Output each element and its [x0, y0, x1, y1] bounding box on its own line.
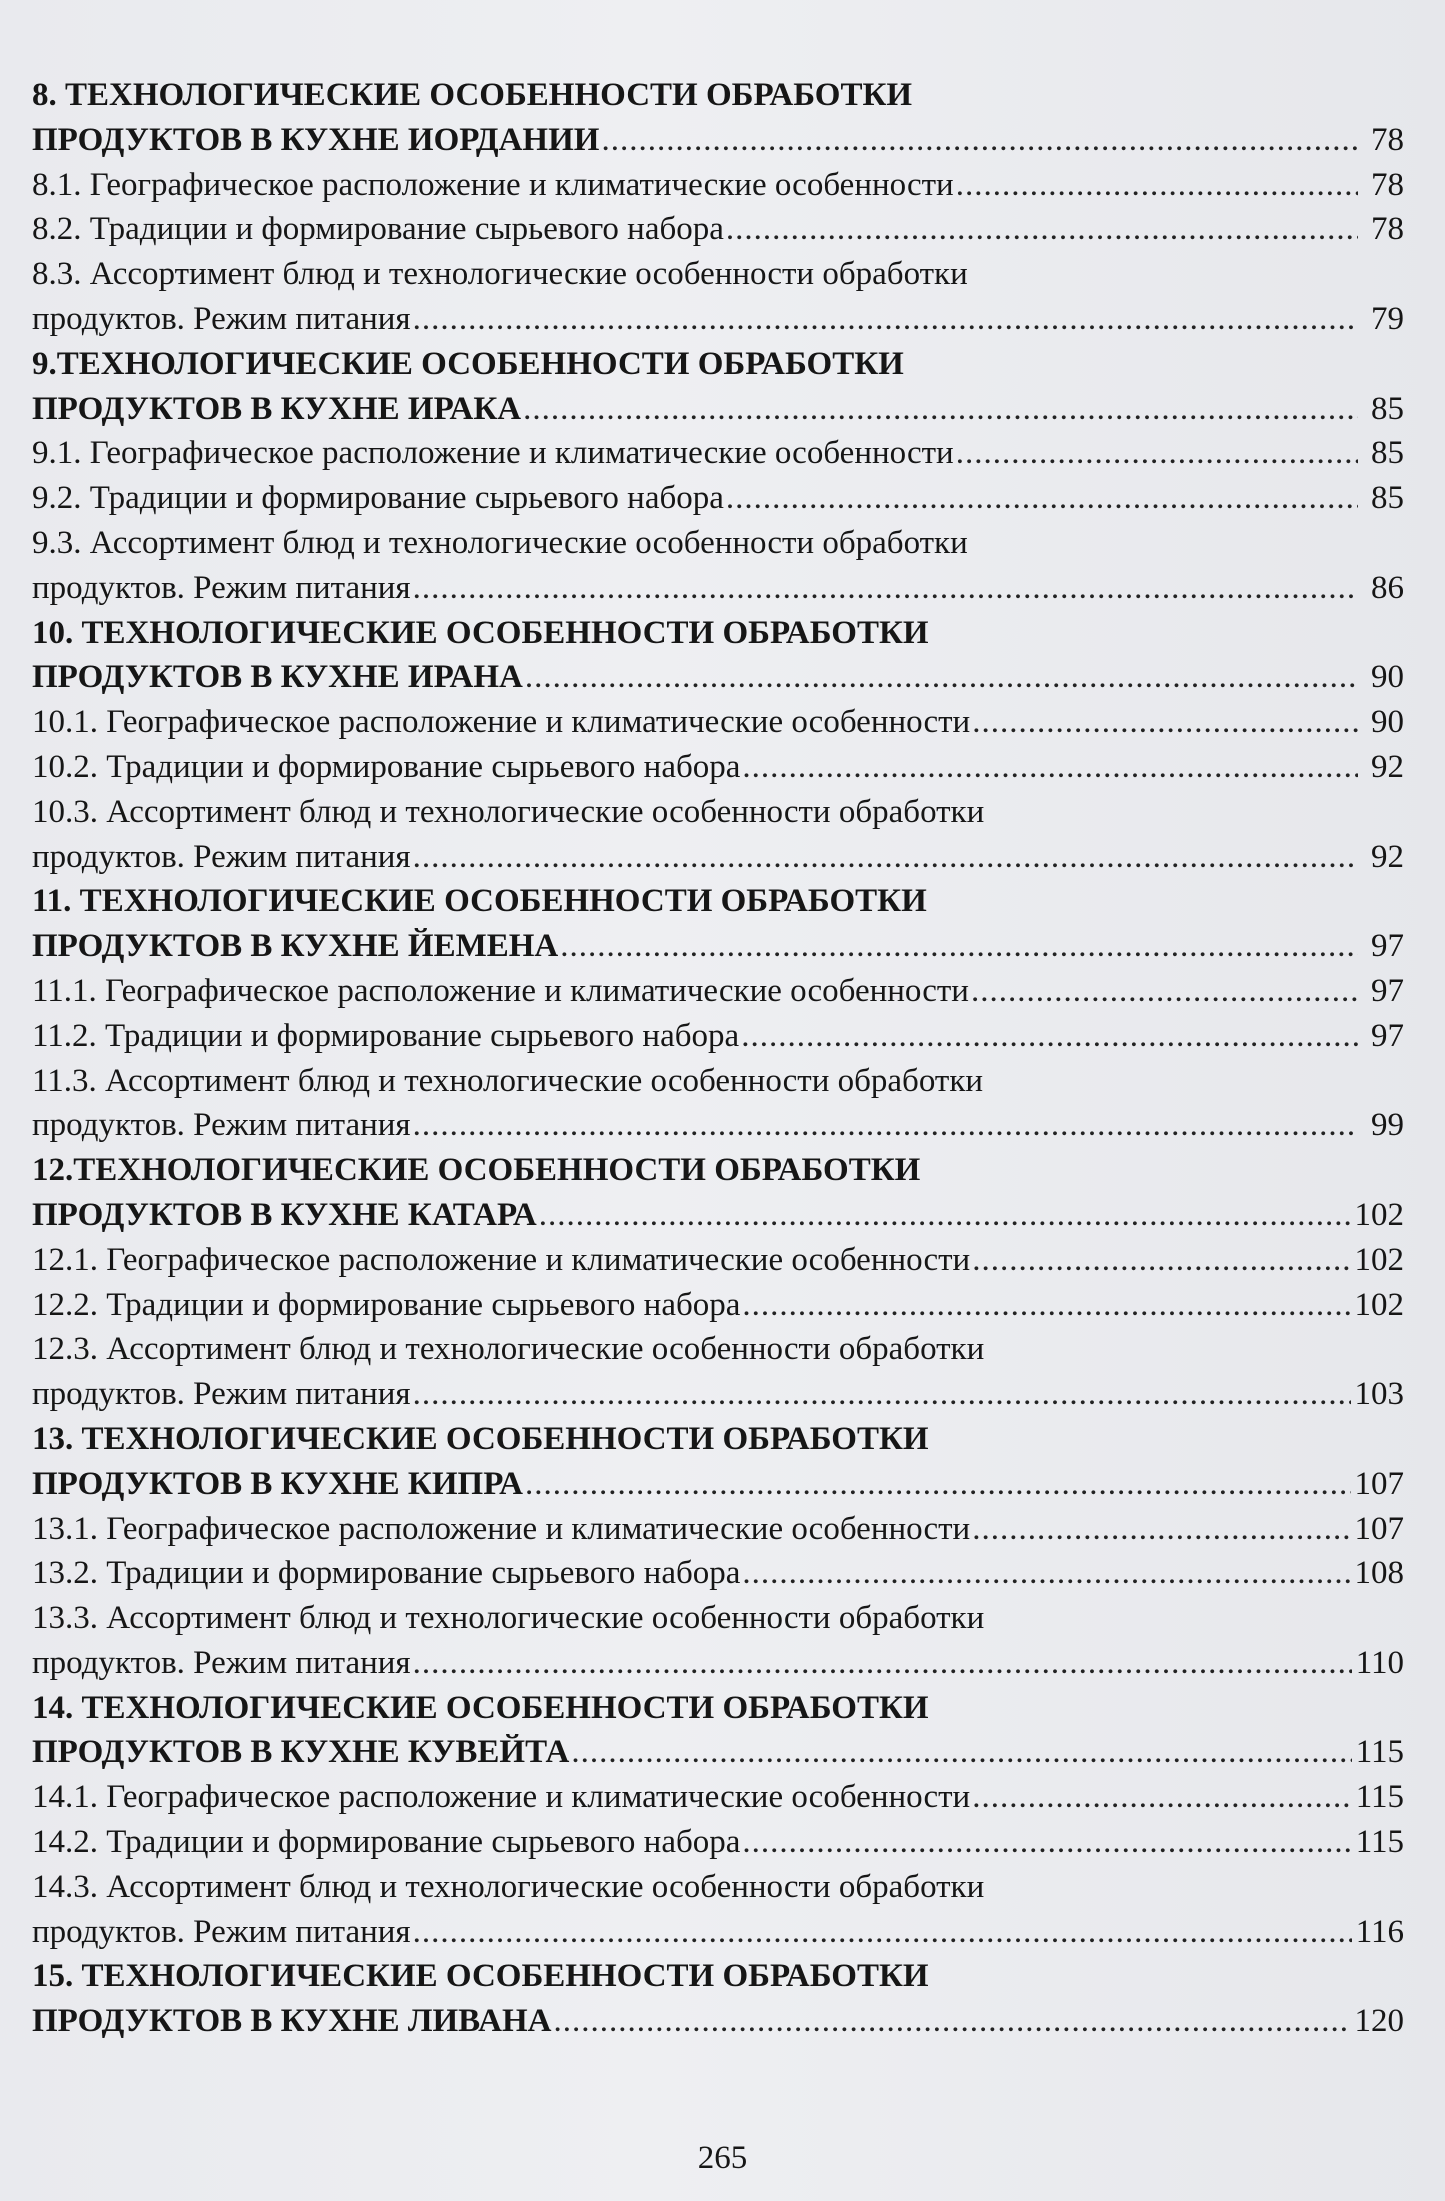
toc-text: 9.1. Географическое расположение и климатические особенности	[32, 435, 954, 472]
toc-text: 11.3. Ассортимент блюд и технологические особенности обработки	[32, 1062, 984, 1099]
toc-text: ПРОДУКТОВ В КУХНЕ КУВЕЙТА	[32, 1734, 570, 1771]
toc-page-number: 102	[1354, 1286, 1404, 1323]
toc-text: 12.2. Традиции и формирование сырьевого набора	[32, 1286, 741, 1323]
dot-leader	[742, 1820, 1351, 1865]
toc-text: 14.3. Ассортимент блюд и технологические особенности обработки	[32, 1868, 985, 1905]
toc-chapter-line	[32, 1999, 1404, 2044]
toc-chapter-line	[32, 342, 1404, 387]
toc-entry-line	[32, 835, 1404, 880]
dot-leader	[413, 1372, 1351, 1417]
toc-page-number: 78	[1371, 166, 1404, 203]
toc-entry-line	[32, 1103, 1404, 1148]
toc-text: 11.2. Традиции и формирование сырьевого набора	[32, 1017, 740, 1054]
dot-leader	[742, 745, 1358, 790]
toc-chapter-line	[32, 1686, 1404, 1731]
dot-leader	[972, 1775, 1352, 1820]
dot-leader	[413, 566, 1358, 611]
dot-leader	[539, 1193, 1351, 1238]
toc-text: 13.3. Ассортимент блюд и технологические особенности обработки	[32, 1600, 985, 1637]
dot-leader	[525, 1462, 1351, 1507]
toc-entry-line	[32, 790, 1404, 835]
toc-entry-line	[32, 1283, 1404, 1328]
dot-leader	[956, 163, 1358, 208]
toc-text: 11. ТЕХНОЛОГИЧЕСКИЕ ОСОБЕННОСТИ ОБРАБОТКИ	[32, 883, 927, 920]
toc-text: 11.1. Географическое расположение и климатические особенности	[32, 972, 969, 1009]
toc-entry-line	[32, 1014, 1404, 1059]
toc-text: продуктов. Режим питания	[32, 838, 411, 875]
toc-page-number: 90	[1371, 704, 1404, 741]
toc-text: продуктов. Режим питания	[32, 300, 411, 337]
toc-text: продуктов. Режим питания	[32, 1913, 411, 1950]
toc-page-number: 92	[1371, 838, 1404, 875]
toc-text: 9.2. Традиции и формирование сырьевого набора	[32, 480, 724, 517]
toc-entry-line	[32, 745, 1404, 790]
dot-leader	[571, 1730, 1351, 1775]
toc-text: 12.3. Ассортимент блюд и технологические особенности обработки	[32, 1331, 985, 1368]
toc-chapter-line	[32, 879, 1404, 924]
toc-page-number: 103	[1354, 1376, 1404, 1413]
toc-page-number: 92	[1371, 748, 1404, 785]
dot-leader	[972, 700, 1358, 745]
toc-chapter-line	[32, 924, 1404, 969]
dot-leader	[742, 1283, 1350, 1328]
dot-leader	[413, 1103, 1358, 1148]
toc-page-number: 97	[1371, 928, 1404, 965]
toc-chapter-line	[32, 1193, 1404, 1238]
toc-entry-line	[32, 1327, 1404, 1372]
dot-leader	[971, 969, 1358, 1014]
toc-page-number: 85	[1371, 480, 1404, 517]
toc-text: ПРОДУКТОВ В КУХНЕ ИОРДАНИИ	[32, 121, 600, 158]
toc-chapter-line	[32, 611, 1404, 656]
toc-text: 13.2. Традиции и формирование сырьевого набора	[32, 1555, 741, 1592]
toc-page-number: 78	[1371, 211, 1404, 248]
toc-chapter-line	[32, 1417, 1404, 1462]
toc-entry-line	[32, 1596, 1404, 1641]
toc-chapter-line	[32, 1730, 1404, 1775]
toc-text: 10. ТЕХНОЛОГИЧЕСКИЕ ОСОБЕННОСТИ ОБРАБОТКИ	[32, 614, 929, 651]
dot-leader	[601, 118, 1358, 163]
toc-chapter-line	[32, 118, 1404, 163]
toc-text: 9.3. Ассортимент блюд и технологические особенности обработки	[32, 524, 968, 561]
toc-text: 14.2. Традиции и формирование сырьевого набора	[32, 1824, 741, 1861]
dot-leader	[972, 1238, 1350, 1283]
toc-text: продуктов. Режим питания	[32, 1107, 411, 1144]
toc-chapter-line	[32, 1954, 1404, 1999]
dot-leader	[525, 655, 1358, 700]
toc-page-number: 90	[1371, 659, 1404, 696]
dot-leader	[972, 1507, 1350, 1552]
dot-leader	[413, 1641, 1352, 1686]
toc-text: ПРОДУКТОВ В КУХНЕ КИПРА	[32, 1465, 523, 1502]
toc-text: 13. ТЕХНОЛОГИЧЕСКИЕ ОСОБЕННОСТИ ОБРАБОТКИ	[32, 1420, 929, 1457]
dot-leader	[523, 387, 1358, 432]
dot-leader	[413, 297, 1358, 342]
toc-page-number: 85	[1371, 390, 1404, 427]
toc-entry-line	[32, 1641, 1404, 1686]
toc-page-number: 108	[1354, 1555, 1404, 1592]
dot-leader	[726, 476, 1358, 521]
toc-text: 8.2. Традиции и формирование сырьевого набора	[32, 211, 724, 248]
toc-text: 10.3. Ассортимент блюд и технологические особенности обработки	[32, 793, 985, 830]
toc-text: ПРОДУКТОВ В КУХНЕ ИРАНА	[32, 659, 523, 696]
toc-page-number: 120	[1354, 2003, 1404, 2040]
toc-entry-line	[32, 566, 1404, 611]
toc-text: 12.ТЕХНОЛОГИЧЕСКИЕ ОСОБЕННОСТИ ОБРАБОТКИ	[32, 1152, 921, 1189]
dot-leader	[741, 1014, 1358, 1059]
toc-text: 13.1. Географическое расположение и климатические особенности	[32, 1510, 971, 1547]
toc-page-number: 99	[1371, 1107, 1404, 1144]
dot-leader	[413, 835, 1358, 880]
toc-page-number: 116	[1355, 1913, 1404, 1950]
dot-leader	[726, 207, 1358, 252]
page-number: 265	[697, 2140, 748, 2176]
toc-text: ПРОДУКТОВ В КУХНЕ ИРАКА	[32, 390, 522, 427]
toc-text: 14. ТЕХНОЛОГИЧЕСКИЕ ОСОБЕННОСТИ ОБРАБОТКИ	[32, 1689, 929, 1726]
toc-chapter-line	[32, 73, 1404, 118]
dot-leader	[553, 1999, 1350, 2044]
toc-text: продуктов. Режим питания	[32, 1376, 411, 1413]
toc-page-number: 115	[1355, 1824, 1404, 1861]
toc-entry-line	[32, 521, 1404, 566]
toc-page-number: 85	[1371, 435, 1404, 472]
toc-text: ПРОДУКТОВ В КУХНЕ ЙЕМЕНА	[32, 928, 559, 965]
toc-text: 8. ТЕХНОЛОГИЧЕСКИЕ ОСОБЕННОСТИ ОБРАБОТКИ	[32, 77, 913, 113]
toc-chapter-line	[32, 1148, 1404, 1193]
toc-entry-line	[32, 1865, 1404, 1910]
toc-text: 9.ТЕХНОЛОГИЧЕСКИЕ ОСОБЕННОСТИ ОБРАБОТКИ	[32, 345, 904, 382]
toc-page-number: 110	[1355, 1644, 1404, 1681]
dot-leader	[413, 1910, 1352, 1955]
toc-text: 8.1. Географическое расположение и климатические особенности	[32, 166, 954, 203]
toc-entry-line	[32, 476, 1404, 521]
dot-leader	[742, 1551, 1350, 1596]
toc-entry-line	[32, 163, 1404, 208]
toc-text: 10.2. Традиции и формирование сырьевого набора	[32, 748, 741, 785]
toc-entry-line	[32, 1775, 1404, 1820]
toc-page-number: 97	[1371, 972, 1404, 1009]
toc-text: ПРОДУКТОВ В КУХНЕ ЛИВАНА	[32, 2003, 552, 2040]
toc-entry-line	[32, 431, 1404, 476]
dot-leader	[956, 431, 1358, 476]
toc-text: ПРОДУКТОВ В КУХНЕ КАТАРА	[32, 1196, 537, 1233]
toc-entry-line	[32, 252, 1404, 297]
toc-entry-line	[32, 1910, 1404, 1955]
toc-entry-line	[32, 1372, 1404, 1417]
toc-page-number: 102	[1354, 1241, 1404, 1278]
table-of-contents	[32, 73, 1404, 2044]
toc-text: 12.1. Географическое расположение и климатические особенности	[32, 1241, 971, 1278]
dot-leader	[560, 924, 1358, 969]
toc-page-number: 102	[1354, 1196, 1404, 1233]
toc-entry-line	[32, 1238, 1404, 1283]
toc-chapter-line	[32, 655, 1404, 700]
toc-page-number: 86	[1371, 569, 1404, 606]
toc-entry-line	[32, 1551, 1404, 1596]
toc-text: продуктов. Режим питания	[32, 569, 411, 606]
toc-page-number: 115	[1355, 1734, 1404, 1771]
toc-entry-line	[32, 1820, 1404, 1865]
toc-page-number: 115	[1355, 1779, 1404, 1816]
toc-page-number: 107	[1354, 1465, 1404, 1502]
toc-chapter-line	[32, 387, 1404, 432]
toc-page-number: 107	[1354, 1510, 1404, 1547]
toc-text: 14.1. Географическое расположение и климатические особенности	[32, 1779, 971, 1816]
toc-entry-line	[32, 700, 1404, 745]
toc-entry-line	[32, 207, 1404, 252]
toc-page-number: 97	[1371, 1017, 1404, 1054]
toc-entry-line	[32, 297, 1404, 342]
toc-page-number: 79	[1371, 300, 1404, 337]
toc-text: 15. ТЕХНОЛОГИЧЕСКИЕ ОСОБЕННОСТИ ОБРАБОТКИ	[32, 1958, 929, 1995]
toc-text: продуктов. Режим питания	[32, 1644, 411, 1681]
toc-entry-line	[32, 1059, 1404, 1104]
toc-text: 10.1. Географическое расположение и климатические особенности	[32, 704, 971, 741]
toc-chapter-line	[32, 1462, 1404, 1507]
toc-entry-line	[32, 969, 1404, 1014]
toc-text: 8.3. Ассортимент блюд и технологические особенности обработки	[32, 256, 968, 293]
toc-page-number: 78	[1371, 121, 1404, 158]
toc-entry-line	[32, 1507, 1404, 1552]
